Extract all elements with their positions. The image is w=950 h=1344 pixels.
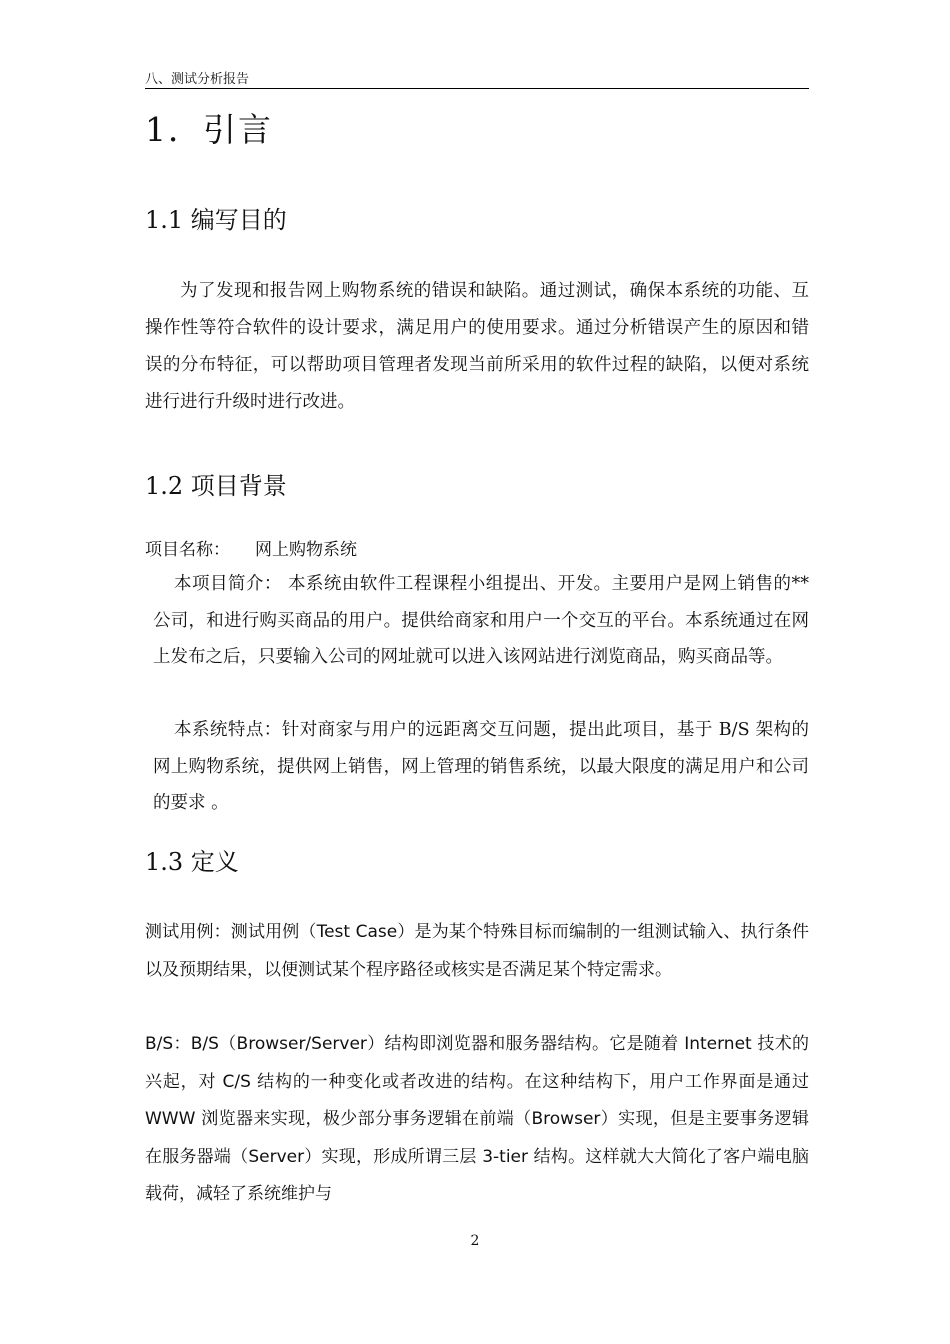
- project-name-value: 网上购物系统: [255, 540, 357, 560]
- project-name-line: [145, 537, 357, 563]
- purpose-paragraph: 为了发现和报告网上购物系统的错误和缺陷。通过测试，确保本系统的功能、互操作性等符合软件的设计要求，满足用户的使用要求。通过分析错误产生的原因和错误的分布特征，可以帮助项目管理者发现当前所采用的软件过程的缺陷，以便对系统进行进行升级时进行改进。: [145, 281, 809, 412]
- running-header: 八、测试分析报告: [145, 72, 250, 87]
- section-title-purpose: 1.1 编写目的: [145, 206, 287, 234]
- chapter-title: 1．引言: [145, 110, 273, 149]
- project-intro-paragraph: 本项目简介： 本系统由软件工程课程小组提出、开发。主要用户是网上销售的**公司，和进行购买商品的用户。提供给商家和用户一个交互的平台。本系统通过在网上发布之后，只要输入公司的网址就可以进入该网站进行浏览商品，购买商品等。: [153, 574, 809, 667]
- definition-bs: B/S：B/S（Browser/Server）结构即浏览器和服务器结构。它是随着 Internet 技术的兴起，对 C/S 结构的一种变化或者改进的结构。在这种结构下，用户工作界面是通过 WWW 浏览器来实现，极少部分事务逻辑在前端（Browser）实现，但是主要事务逻辑在服务器端（Server）实现，形成所谓三层 3-tier 结构。这样就大大简化了客户端电脑载荷，减轻了系统维护与: [145, 1034, 809, 1204]
- section-title-background: 1.2 项目背景: [145, 472, 287, 500]
- definition-test-case: 测试用例：测试用例（Test Case）是为某个特殊目标而编制的一组测试输入、执行条件以及预期结果，以便测试某个程序路径或核实是否满足某个特定需求。: [145, 922, 809, 980]
- header-divider: [145, 88, 809, 89]
- system-features-paragraph: 本系统特点：针对商家与用户的远距离交互问题，提出此项目，基于 B/S 架构的网上购物系统，提供网上销售，网上管理的销售系统，以最大限度的满足用户和公司的要求 。: [153, 720, 809, 813]
- page-number: 2: [470, 1233, 480, 1249]
- section-title-definitions: 1.3 定义: [145, 848, 239, 876]
- project-name-label: 项目名称：: [145, 540, 230, 560]
